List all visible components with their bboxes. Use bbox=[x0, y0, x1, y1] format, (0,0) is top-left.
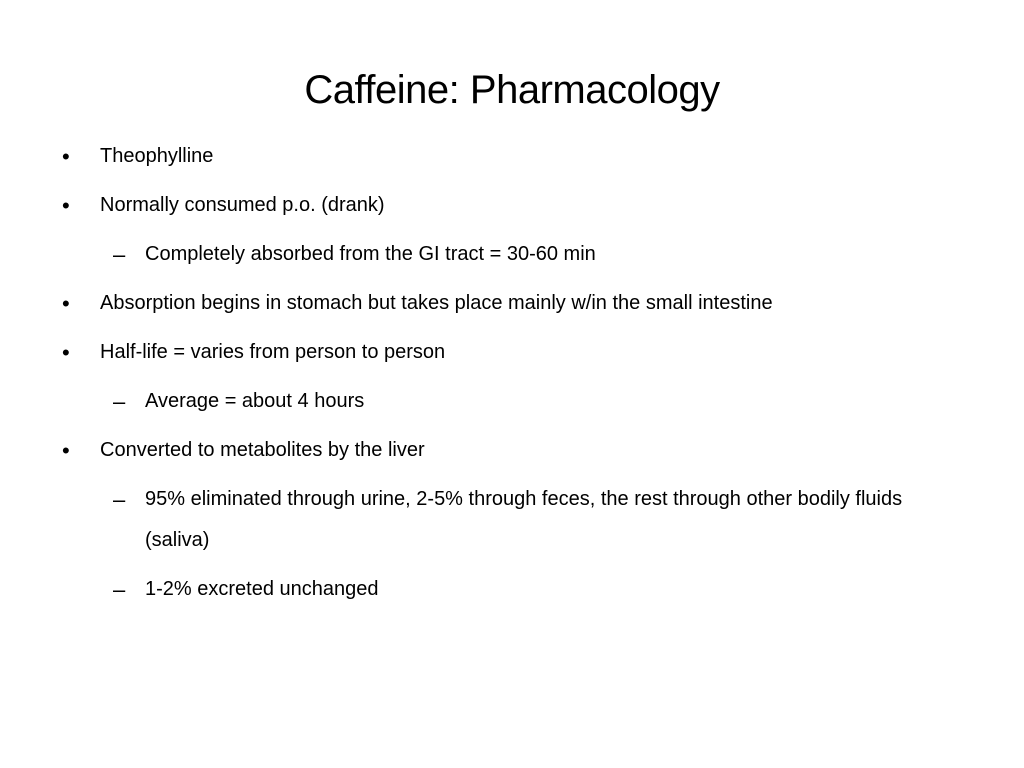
bullet-item bbox=[0, 279, 1024, 328]
sub-bullet-item bbox=[0, 565, 1024, 614]
bullet-icon: • bbox=[62, 438, 70, 463]
bullet-icon: • bbox=[62, 291, 70, 316]
dash-icon: – bbox=[113, 389, 126, 414]
bullet-text: Normally consumed p.o. (drank) bbox=[100, 194, 385, 216]
sub-bullet-text: 1-2% excreted unchanged bbox=[145, 578, 379, 600]
sub-bullet-text: Average = about 4 hours bbox=[145, 390, 365, 412]
sub-bullet-item bbox=[0, 230, 1024, 279]
bullet-list bbox=[0, 132, 1024, 614]
bullet-item bbox=[0, 328, 1024, 377]
sub-bullet-text: 95% eliminated through urine, 2-5% through feces, the rest through other bodily fluids (saliva) bbox=[145, 488, 903, 551]
bullet-icon: • bbox=[62, 193, 70, 218]
bullet-item bbox=[0, 426, 1024, 475]
slide-title: Caffeine: Pharmacology bbox=[304, 68, 720, 112]
bullet-text: Absorption begins in stomach but takes place mainly w/in the small intestine bbox=[100, 292, 773, 314]
bullet-text: Converted to metabolites by the liver bbox=[100, 439, 425, 461]
sub-bullet-item bbox=[0, 475, 1024, 565]
dash-icon: – bbox=[113, 577, 126, 602]
bullet-icon: • bbox=[62, 144, 70, 169]
bullet-icon: • bbox=[62, 340, 70, 365]
bullet-item bbox=[0, 181, 1024, 230]
bullet-text: Theophylline bbox=[100, 145, 214, 167]
sub-bullet-item bbox=[0, 377, 1024, 426]
bullet-text: Half-life = varies from person to person bbox=[100, 341, 446, 363]
bullet-item bbox=[0, 132, 1024, 181]
dash-icon: – bbox=[113, 242, 126, 267]
dash-icon: – bbox=[113, 487, 126, 512]
sub-bullet-text: Completely absorbed from the GI tract = 30-60 min bbox=[145, 243, 596, 265]
